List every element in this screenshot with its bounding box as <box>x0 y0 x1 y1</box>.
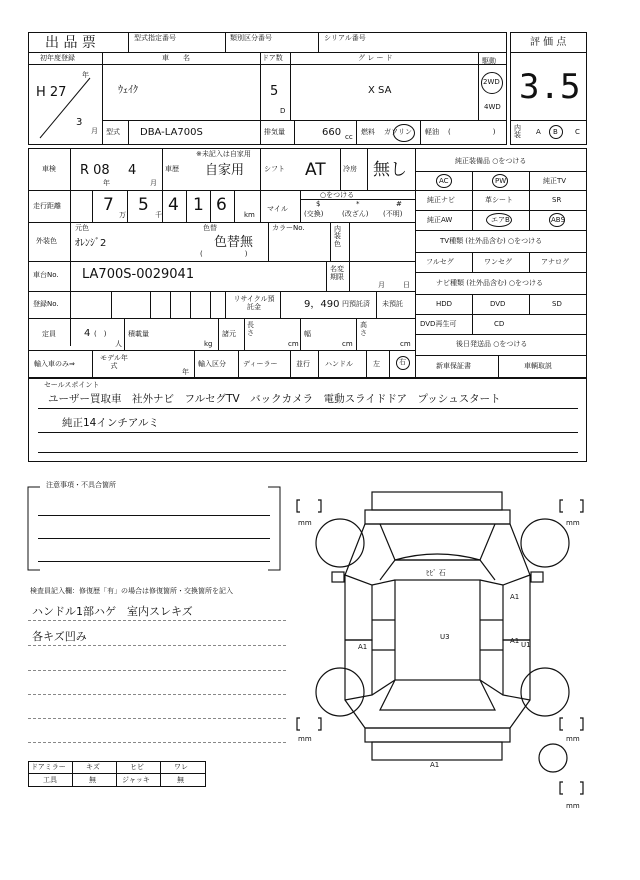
mm-label-rear-right: mm <box>566 735 580 743</box>
damage-mark-windshield: ﾋﾋﾞ 石 <box>426 569 446 577</box>
handle-right: 右 <box>399 358 406 366</box>
fuel-label: 燃料 <box>361 128 375 136</box>
type-designation-label: 型式指定番号 <box>134 34 176 42</box>
option-leather: 革シート <box>485 196 513 204</box>
drive-4wd: 4WD <box>484 103 501 111</box>
history-value: 自家用 <box>205 163 245 178</box>
door-label: ドア数 <box>262 54 283 62</box>
displacement-value: 660 <box>322 127 342 138</box>
color-no-label: カラーNo. <box>272 224 305 232</box>
notes-line-1: ハンドル1部ハゲ 室内スレキズ <box>32 605 193 618</box>
mileage-sen: 千 <box>155 211 162 219</box>
interior-color-label: 内装色 <box>334 225 341 248</box>
import-label: 輸入車のみ⇒ <box>34 360 75 368</box>
ac-value: 無し <box>373 160 407 180</box>
ac-label: 冷房 <box>343 165 357 173</box>
rating-value: 3.5 <box>519 67 581 107</box>
capacity-paren: ( ) <box>94 330 107 338</box>
mark-hash: # <box>396 200 402 208</box>
mm-label-spare: mm <box>566 802 580 810</box>
damage-mark-left-front: A1 <box>358 643 368 651</box>
option-dvd: DVD <box>490 300 506 308</box>
rating-label: 評 価 点 <box>530 37 567 48</box>
option-abs: ABS <box>551 216 565 224</box>
name-change-label: 名変期限 <box>330 265 344 282</box>
year-label: 年 <box>82 71 89 79</box>
option-analog: アナログ <box>541 258 569 266</box>
items-header-1: ドアミラー <box>31 763 66 771</box>
option-genuine-navi: 純正ナビ <box>427 196 455 204</box>
capacity-person: 人 <box>115 340 122 348</box>
notes-line-2: 各キズ凹み <box>32 630 87 643</box>
fuel-light: 軽油 <box>425 128 439 136</box>
chassis-label: 車台No. <box>33 271 59 279</box>
load-kg: kg <box>204 340 213 348</box>
height-label: 高さ <box>360 321 367 337</box>
history-note: ※未記入は自家用 <box>196 150 251 158</box>
mileage-digit-3: 4 <box>168 195 179 215</box>
capacity-value: 4 <box>84 328 91 339</box>
interior-c: C <box>575 128 580 136</box>
option-ac: AC <box>439 177 449 185</box>
width-cm: cm <box>342 340 353 348</box>
option-sd: SD <box>552 300 562 308</box>
sales-label: セールスポイント <box>44 381 100 389</box>
mileage-digit-1: 7 <box>103 195 114 215</box>
load-label: 積載量 <box>128 330 149 338</box>
mark-dollar: $ <box>316 200 321 208</box>
fuel-gas: ガソリン <box>384 128 412 136</box>
mileage-digit-2: 5 <box>138 195 149 215</box>
mark-dollar-sub: (交換) <box>304 210 324 218</box>
mm-label-front-right: mm <box>566 519 580 527</box>
inspection-label: 車検 <box>42 165 56 173</box>
serial-label: シリアル番号 <box>324 34 366 42</box>
handle-label: ハンドル <box>325 360 353 368</box>
mileage-digit-4: 1 <box>193 195 204 215</box>
model-year-label: モデル年式 <box>100 354 128 371</box>
option-sr: SR <box>552 196 562 204</box>
chassis-no: LA700S-0029041 <box>82 267 195 282</box>
mileage-km: km <box>244 211 255 219</box>
orig-color-label: 元色 <box>75 224 89 232</box>
parallel-option: 並行 <box>296 360 310 368</box>
items-header-2: キズ <box>86 763 100 771</box>
displacement-label: 排気量 <box>264 128 285 136</box>
option-hdd: HDD <box>436 300 453 308</box>
inspection-value: R 08 <box>80 163 110 178</box>
mm-label-rear-left: mm <box>298 735 312 743</box>
color-paren: ( ) <box>200 250 248 258</box>
items-cell-2: 無 <box>89 776 96 784</box>
items-header-4: ワレ <box>174 763 188 771</box>
mark-star: * <box>356 200 360 208</box>
sheet-title: 出 品 票 <box>45 35 96 51</box>
mark-hash-sub: (不明) <box>383 210 403 218</box>
car-name-label: 車 名 <box>162 54 190 62</box>
items-cell-1: 工具 <box>43 776 57 784</box>
option-manual: 車輌取説 <box>524 362 552 370</box>
sales-line-1: ユーザー買取車 社外ナビ フルセグTV バックカメラ 電動スライドドア プッシュスタート <box>48 393 501 405</box>
name-change-day: 日 <box>403 281 410 289</box>
damage-mark-rear-bumper: A1 <box>430 761 440 769</box>
items-header-3: ヒビ <box>130 763 144 771</box>
shift-value: AT <box>305 160 326 180</box>
sales-line-2: 純正14インチアルミ <box>62 417 159 429</box>
option-genuine-aw: 純正AW <box>427 216 453 224</box>
recycle-label: リサイクル預託金 <box>233 295 275 312</box>
option-dvd-player: DVD再生可 <box>420 320 457 328</box>
option-warranty: 新車保証書 <box>436 362 471 370</box>
color-sub-label: 色替 <box>203 224 217 232</box>
shift-label: シフト <box>264 165 285 173</box>
recycle-not: 未預託 <box>382 300 403 308</box>
first-reg-era: H 27 <box>36 85 67 100</box>
grade-label: グ レ ー ド <box>358 54 393 62</box>
notes-label: 注意事項・不具合箇所 <box>46 481 116 489</box>
dealer-option: ディーラー <box>243 360 278 368</box>
navi-type-label: ナビ種類 (社外品含む) ○をつける <box>436 279 544 287</box>
option-genuine-tv: 純正TV <box>543 177 567 185</box>
import-type-label: 輸入区分 <box>198 360 226 368</box>
length-cm: cm <box>288 340 299 348</box>
color-change: 色替無 <box>214 235 254 250</box>
damage-mark-right-rear: A1 <box>510 637 520 645</box>
color-label: 外装色 <box>36 237 57 245</box>
mark-note: ○をつける <box>320 191 355 199</box>
length-label: 長さ <box>247 321 254 337</box>
option-fullseg: フルセグ <box>426 258 454 266</box>
size-label: 諸元 <box>222 330 236 338</box>
cc-label: cc <box>345 133 353 141</box>
reg-label: 登録No. <box>33 300 59 308</box>
history-label: 車歴 <box>165 165 179 173</box>
damage-mark-right-rear-u: U1 <box>521 641 531 649</box>
doors-value: 5 <box>270 84 279 99</box>
mileage-label: 走行距離 <box>33 202 61 210</box>
width-label: 幅 <box>304 330 311 338</box>
damage-mark-roof: U3 <box>440 633 450 641</box>
month-label: 月 <box>91 127 98 135</box>
damage-mark-right-front: A1 <box>510 593 520 601</box>
height-cm: cm <box>400 340 411 348</box>
inspection-year: 年 <box>103 179 110 187</box>
mileage-digit-5: 6 <box>216 195 227 215</box>
mileage-man: 万 <box>119 211 126 219</box>
interior-label: 内装 <box>514 124 521 139</box>
tv-type-label: TV種類 (社外品含む) ○をつける <box>440 237 543 245</box>
interior-a: A <box>536 128 541 136</box>
doors-suffix: D <box>280 107 286 115</box>
model-year-suffix: 年 <box>182 368 189 376</box>
category-label: 類別区分番号 <box>230 34 272 42</box>
items-cell-3: ジャッキ <box>122 776 150 784</box>
model-label: 型式 <box>106 128 120 136</box>
option-airbag: エアB <box>491 216 510 224</box>
option-pw: PW <box>495 177 507 185</box>
fuel-paren: ( ) <box>448 128 496 136</box>
option-cd: CD <box>494 320 505 328</box>
capacity-label: 定員 <box>42 330 56 338</box>
first-reg-month: 3 <box>76 117 83 128</box>
items-cell-4: 無 <box>177 776 184 784</box>
name-change-month: 月 <box>378 281 385 289</box>
grade-value: X SA <box>368 85 392 96</box>
inspector-label: 検査員記入欄：修復歴「有」の場合は修復箇所・交換箇所を記入 <box>30 587 233 595</box>
handle-left: 左 <box>373 360 380 368</box>
later-label: 後日発送品 ○をつける <box>456 340 528 348</box>
orig-color: ｵﾚﾝｼﾞ2 <box>75 238 107 249</box>
drive-label: 駆動 <box>482 57 496 65</box>
interior-b: B <box>553 128 558 136</box>
inspection-month: 4 <box>128 163 137 178</box>
recycle-status: 円預託済 <box>342 300 370 308</box>
model-value: DBA-LA700S <box>140 127 203 138</box>
recycle-value: 9，490 <box>304 299 340 310</box>
option-oneseg: ワンセグ <box>484 258 512 266</box>
drive-2wd: 2WD <box>483 78 500 86</box>
inspection-month-label: 月 <box>150 179 157 187</box>
mark-star-sub: (改ざん) <box>342 210 369 218</box>
first-reg-label: 初年度登録 <box>40 54 75 62</box>
genuine-options-label: 純正装備品 ○をつける <box>455 157 527 165</box>
car-name: ｳｪｲｸ <box>118 85 138 96</box>
mile-label: マイル <box>267 205 288 213</box>
mm-label-front-left: mm <box>298 519 312 527</box>
